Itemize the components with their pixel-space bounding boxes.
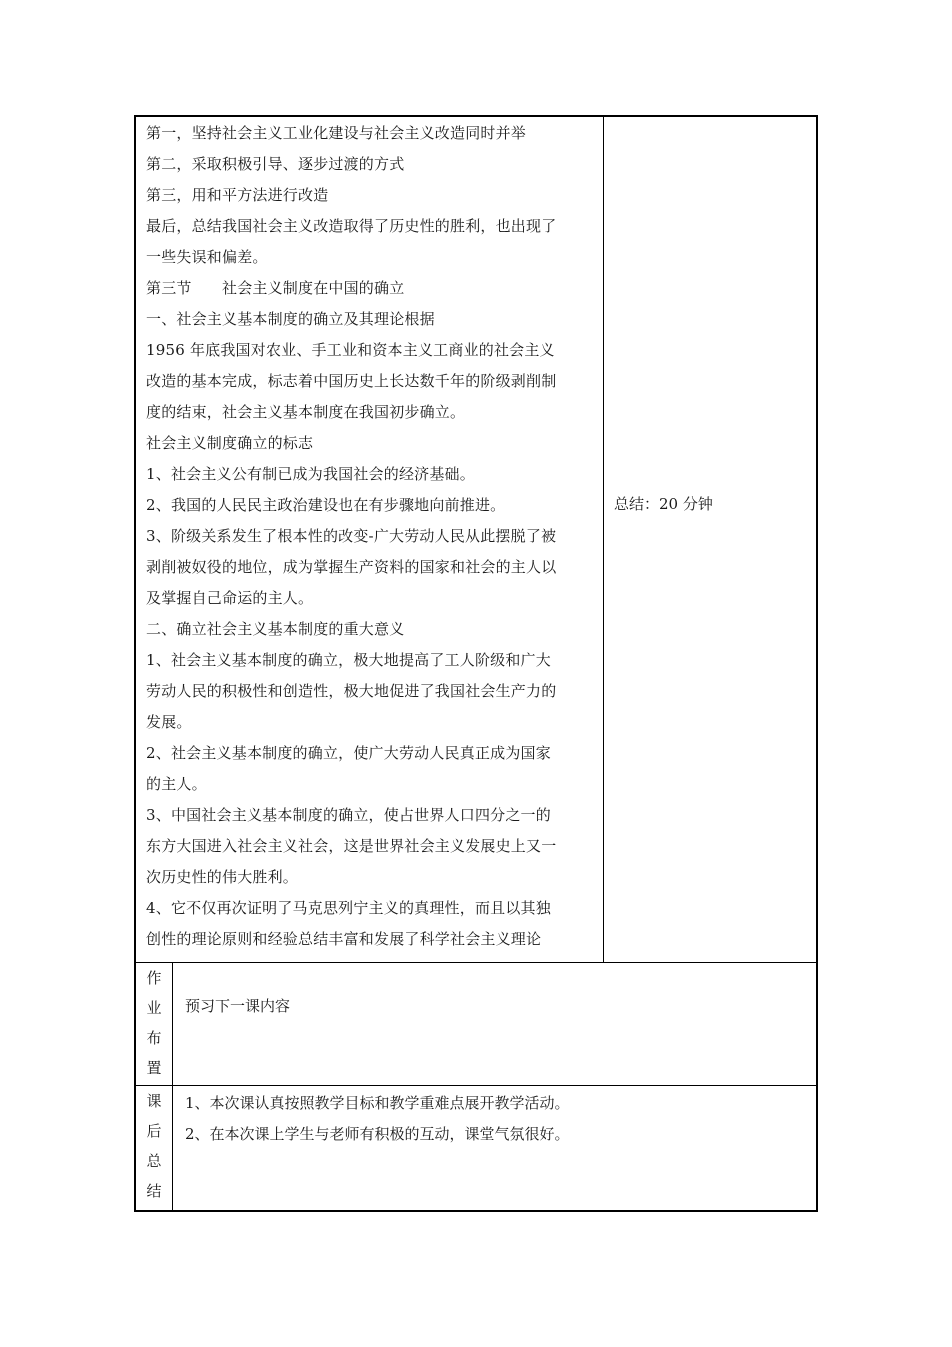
text-line: 4、它不仅再次证明了马克思列宁主义的真理性，而且以其独: [146, 899, 551, 917]
post-summary-label-char: 课: [146, 1092, 162, 1110]
post-summary-line: 1、本次课认真按照教学目标和教学重难点展开教学活动。: [185, 1094, 570, 1112]
text-line: 东方大国进入社会主义社会，这是世界社会主义发展史上又一: [146, 837, 557, 855]
text-line: 剥削被奴役的地位，成为掌握生产资料的国家和社会的主人以: [146, 558, 557, 576]
text-line: 第一，坚持社会主义工业化建设与社会主义改造同时并举: [146, 124, 527, 142]
summary-time-note: 总结：20 分钟: [614, 495, 713, 513]
text-line: 的主人。: [146, 775, 207, 793]
homework-content: 预习下一课内容: [185, 997, 291, 1015]
homework-label-char: 布: [146, 1029, 162, 1047]
text-line: 最后，总结我国社会主义改造取得了历史性的胜利，也出现了: [146, 217, 557, 235]
text-line: 次历史性的伟大胜利。: [146, 868, 299, 886]
lesson-table: [134, 115, 818, 1212]
text-line: 一些失误和偏差。: [146, 248, 268, 266]
homework-row: [136, 962, 816, 1085]
post-summary-content: [185, 1088, 570, 1150]
timing-cell: [604, 117, 816, 962]
lesson-content-cell: [136, 117, 604, 962]
text-line: 创性的理论原则和经验总结丰富和发展了科学社会主义理论: [146, 930, 542, 948]
post-summary-label-char: 总: [146, 1152, 162, 1170]
text-line: 改造的基本完成，标志着中国历史上长达数千年的阶级剥削制: [146, 372, 557, 390]
text-line: 度的结束，社会主义基本制度在我国初步确立。: [146, 403, 466, 421]
subsection-heading: 二、确立社会主义基本制度的重大意义: [146, 620, 405, 638]
text-line: 1、社会主义公有制已成为我国社会的经济基础。: [146, 465, 475, 483]
post-summary-line: 2、在本次课上学生与老师有积极的互动，课堂气氛很好。: [185, 1125, 570, 1143]
subsection-heading: 一、社会主义基本制度的确立及其理论根据: [146, 310, 435, 328]
text-line: 劳动人民的积极性和创造性，极大地促进了我国社会生产力的: [146, 682, 557, 700]
homework-label-char: 置: [146, 1059, 162, 1077]
homework-label-char: 业: [146, 999, 162, 1017]
text-line: 2、社会主义基本制度的确立，使广大劳动人民真正成为国家: [146, 744, 551, 762]
text-line: 发展。: [146, 713, 192, 731]
text-line: 3、中国社会主义基本制度的确立，使占世界人口四分之一的: [146, 806, 551, 824]
post-summary-label-char: 结: [146, 1182, 162, 1200]
text-line: 社会主义制度确立的标志: [146, 434, 314, 452]
post-summary-label-cell: [136, 1086, 173, 1212]
text-line: 3、阶级关系发生了根本性的改变-广大劳动人民从此摆脱了被: [146, 527, 557, 545]
text-line: 1956 年底我国对农业、手工业和资本主义工商业的社会主义: [146, 341, 555, 359]
text-line: 1、社会主义基本制度的确立，极大地提高了工人阶级和广大: [146, 651, 551, 669]
post-summary-label-char: 后: [146, 1122, 162, 1140]
text-line: 2、我国的人民民主政治建设也在有步骤地向前推进。: [146, 496, 506, 514]
main-content-row: [136, 117, 816, 962]
section-heading: 第三节 社会主义制度在中国的确立: [146, 279, 405, 297]
post-class-summary-row: [136, 1085, 816, 1212]
homework-label-char: 作: [146, 969, 162, 987]
text-line: 第二，采取积极引导、逐步过渡的方式: [146, 155, 405, 173]
text-line: 第三，用和平方法进行改造: [146, 186, 329, 204]
homework-label-cell: [136, 963, 173, 1085]
text-line: 及掌握自己命运的主人。: [146, 589, 314, 607]
